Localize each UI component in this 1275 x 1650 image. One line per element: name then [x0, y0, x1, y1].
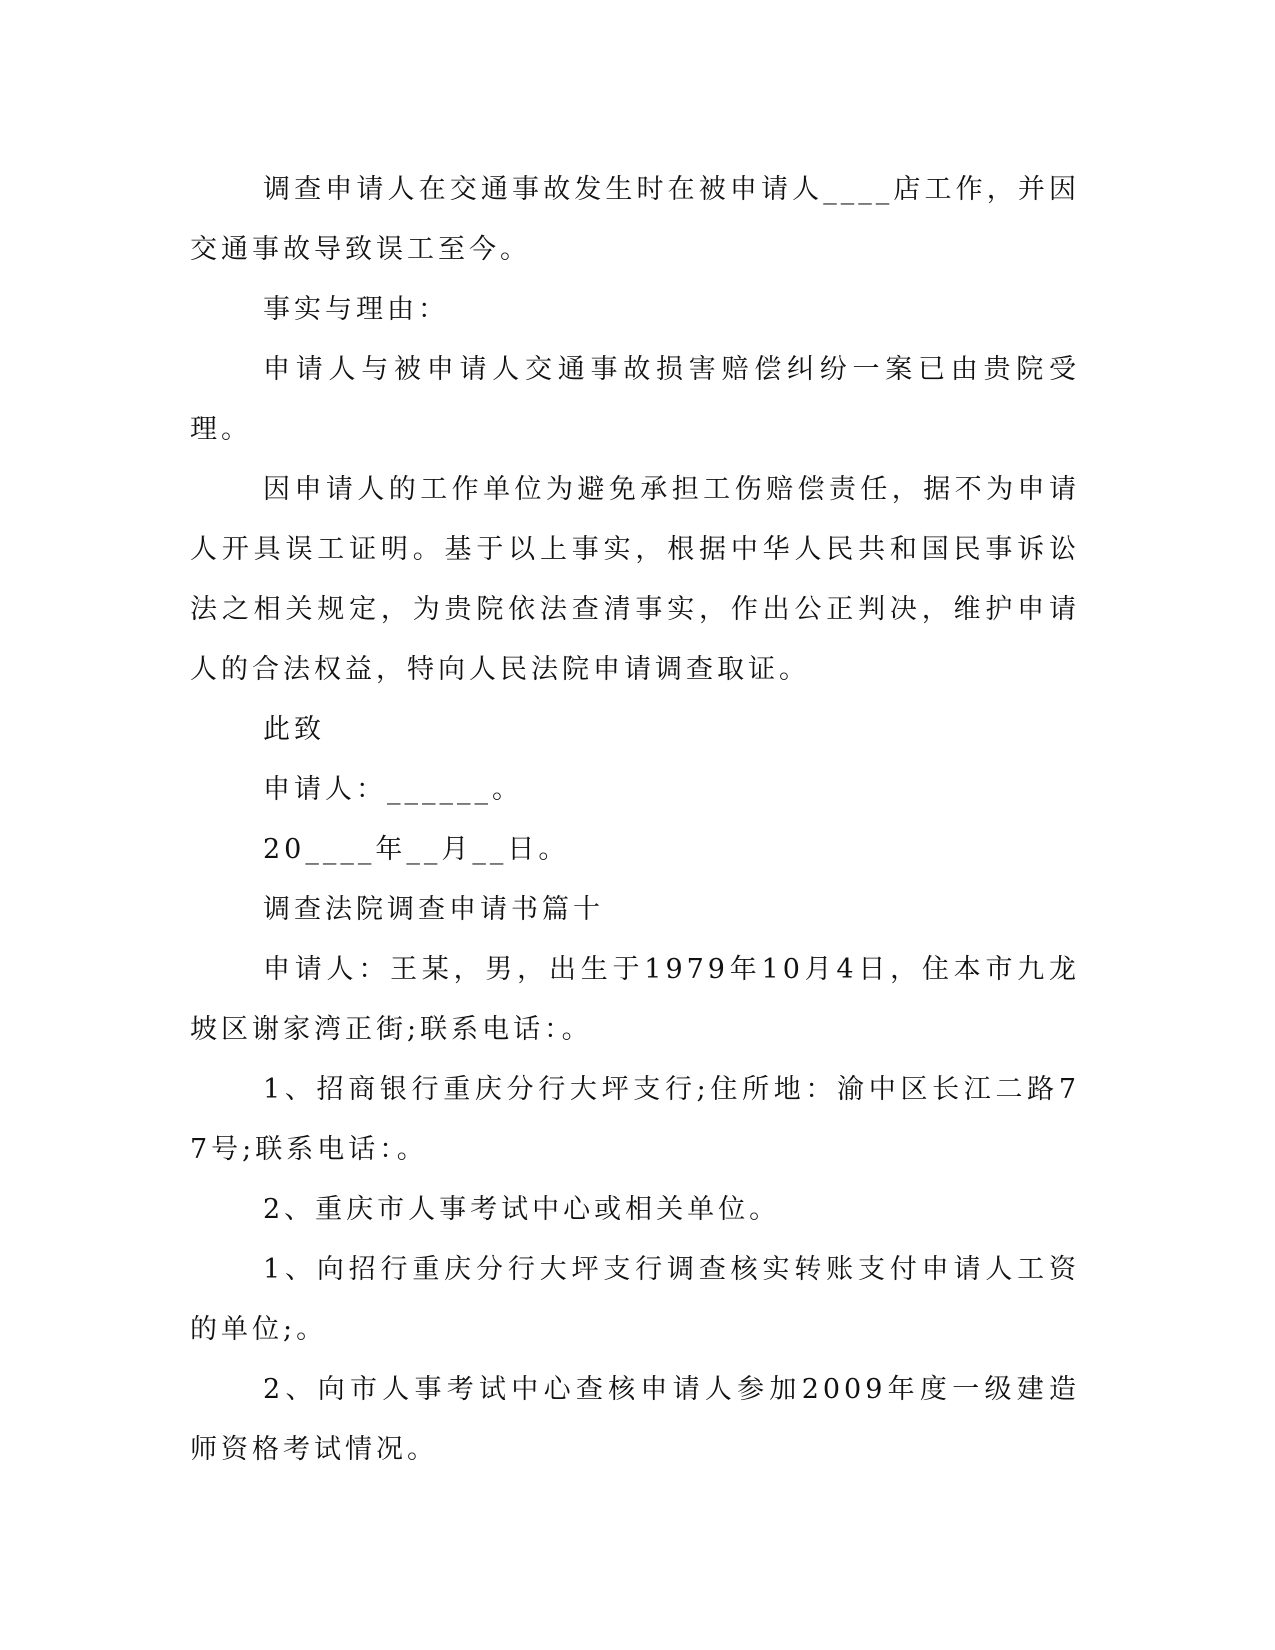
- paragraph-request-1: 1、向招行重庆分行大坪支行调查核实转账支付申请人工资的单位;。: [190, 1254, 1080, 1345]
- paragraph-salutation: 此致: [263, 714, 325, 745]
- paragraph-reasons: 因申请人的工作单位为避免承担工伤赔偿责任，据不为申请人开具误工证明。基于以上事实，根据中华人民共和国民事诉讼法之相关规定，为贵院依法查清事实，作出公正判决，维护申请人的合法权益，特向人民法院申请调查取证。: [190, 474, 1080, 685]
- paragraph-facts-heading: 事实与理由：: [263, 294, 449, 325]
- paragraph-date: 20____年__月__日。: [263, 834, 570, 865]
- paragraph-applicant-signature: 申请人：______。: [263, 774, 523, 805]
- section-title: 调查法院调查申请书篇十: [263, 894, 604, 925]
- paragraph-respondent-2: 2、重庆市人事考试中心或相关单位。: [263, 1194, 781, 1225]
- document-body: [190, 160, 1080, 1480]
- paragraph-respondent-1: 1、招商银行重庆分行大坪支行;住所地：渝中区长江二路77号;联系电话：。: [190, 1074, 1080, 1165]
- paragraph-applicant-info: 申请人：王某，男，出生于1979年10月4日，住本市九龙坡区谢家湾正街;联系电话：。: [190, 954, 1080, 1045]
- paragraph-request-2: 2、向市人事考试中心查核申请人参加2009年度一级建造师资格考试情况。: [190, 1374, 1080, 1465]
- paragraph-work-info: 调查申请人在交通事故发生时在被申请人____店工作，并因交通事故导致误工至今。: [190, 174, 1080, 265]
- paragraph-case-accepted: 申请人与被申请人交通事故损害赔偿纠纷一案已由贵院受理。: [190, 354, 1080, 445]
